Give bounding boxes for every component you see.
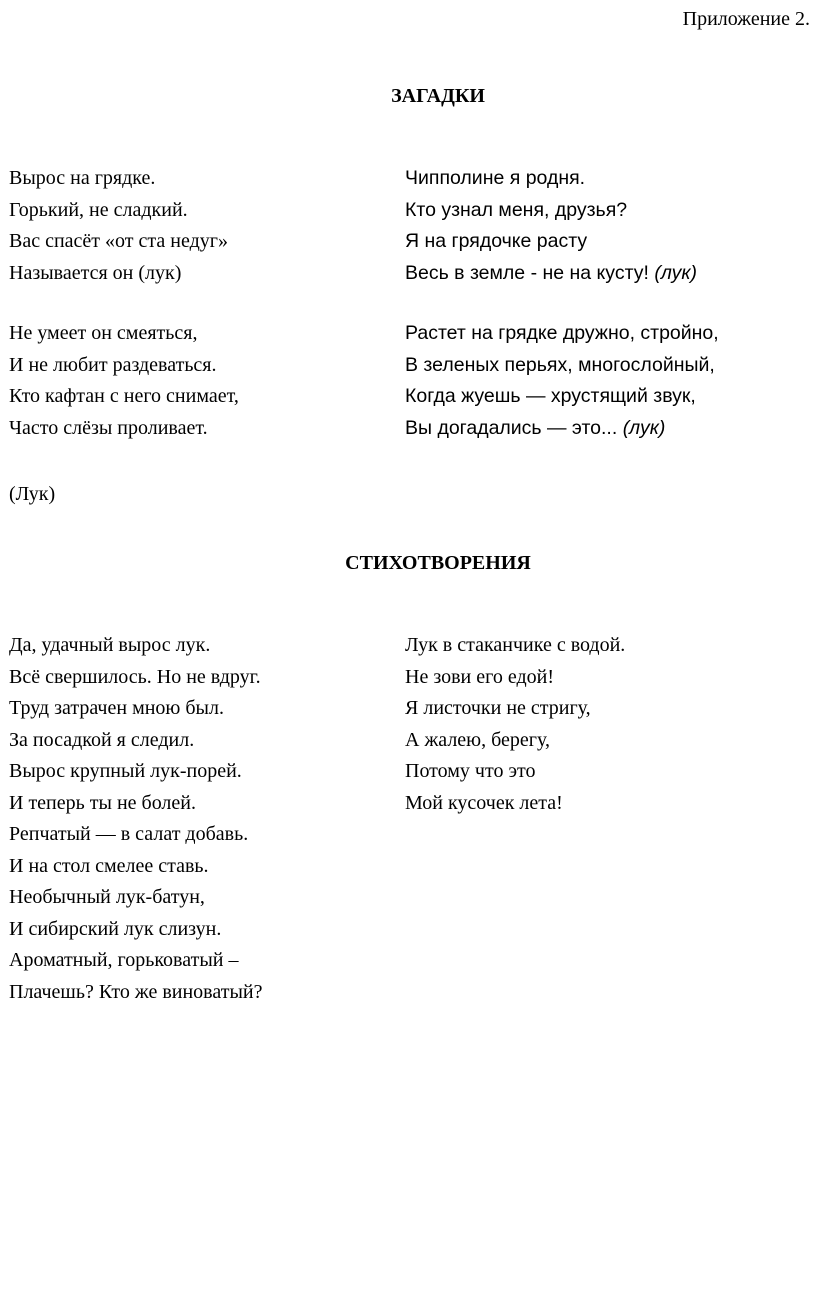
poem-line: И сибирский лук слизун. xyxy=(9,917,222,940)
poem-line: Плачешь? Кто же виноватый? xyxy=(9,980,263,1003)
poem-1 xyxy=(9,630,262,1008)
riddle-line: Растет на грядке дружно, стройно, xyxy=(405,322,719,344)
poem-2 xyxy=(405,630,625,819)
riddles-heading: ЗАГАДКИ xyxy=(391,85,485,107)
poems-heading: СТИХОТВОРЕНИЯ xyxy=(345,552,531,574)
poem-line: Не зови его едой! xyxy=(405,665,554,688)
riddle-line: Не умеет он смеяться, xyxy=(9,322,198,344)
poem-line: Репчатый — в салат добавь. xyxy=(9,823,249,845)
riddle-line-text: Весь в земле - не на кусту! xyxy=(405,261,649,284)
poem-line: Да, удачный вырос лук. xyxy=(9,634,211,656)
poem-line: Вырос крупный лук-порей. xyxy=(9,760,242,782)
riddle-1 xyxy=(9,163,228,289)
riddle-2 xyxy=(9,318,239,444)
riddle-4 xyxy=(405,318,719,444)
riddle-answer: (Лук) xyxy=(9,483,56,505)
riddle-line: Чипполине я родня. xyxy=(405,167,586,189)
riddle-3 xyxy=(405,163,697,289)
riddle-line: В зеленых перьях, многослойный, xyxy=(405,353,715,376)
poem-line: А жалею, берегу, xyxy=(405,728,550,751)
riddle-line: Называется он (лук) xyxy=(9,261,182,284)
poem-line: Всё свершилось. Но не вдруг. xyxy=(9,665,261,688)
riddle-line: Я на грядочке расту xyxy=(405,230,588,252)
poem-line: Потому что это xyxy=(405,760,536,782)
riddle-line: Часто слёзы проливает. xyxy=(9,416,208,439)
poem-line: За посадкой я следил. xyxy=(9,728,195,751)
riddle-line: И не любит раздеваться. xyxy=(9,353,217,376)
poem-line: Ароматный, горьковатый – xyxy=(9,949,239,971)
riddle-line: Вас спасёт «от ста недуг» xyxy=(9,230,228,252)
poem-line: И на стол смелее ставь. xyxy=(9,854,209,877)
riddle-line: Горький, не сладкий. xyxy=(9,198,188,221)
poem-line: Мой кусочек лета! xyxy=(405,791,563,814)
riddle-line: Кто кафтан с него снимает, xyxy=(9,385,239,407)
riddle-line: Кто узнал меня, друзья? xyxy=(405,198,628,221)
poem-line: Необычный лук-батун, xyxy=(9,886,205,908)
poem-line: И теперь ты не болей. xyxy=(9,791,196,814)
riddle-2-answer xyxy=(9,479,55,511)
appendix-label: Приложение 2. xyxy=(682,8,810,30)
poem-line: Я листочки не стригу, xyxy=(405,697,591,719)
riddle-last-line xyxy=(405,258,697,290)
riddle-line: Вырос на грядке. xyxy=(9,167,156,189)
riddle-line-text: Вы догадались — это... xyxy=(405,416,618,439)
poem-line: Труд затрачен мною был. xyxy=(9,697,224,719)
riddle-last-line xyxy=(405,413,719,445)
riddle-line: Когда жуешь — хрустящий звук, xyxy=(405,385,696,407)
poem-line: Лук в стаканчике с водой. xyxy=(405,634,626,656)
riddle-answer: (лук) xyxy=(622,416,666,439)
riddle-answer: (лук) xyxy=(654,261,698,284)
